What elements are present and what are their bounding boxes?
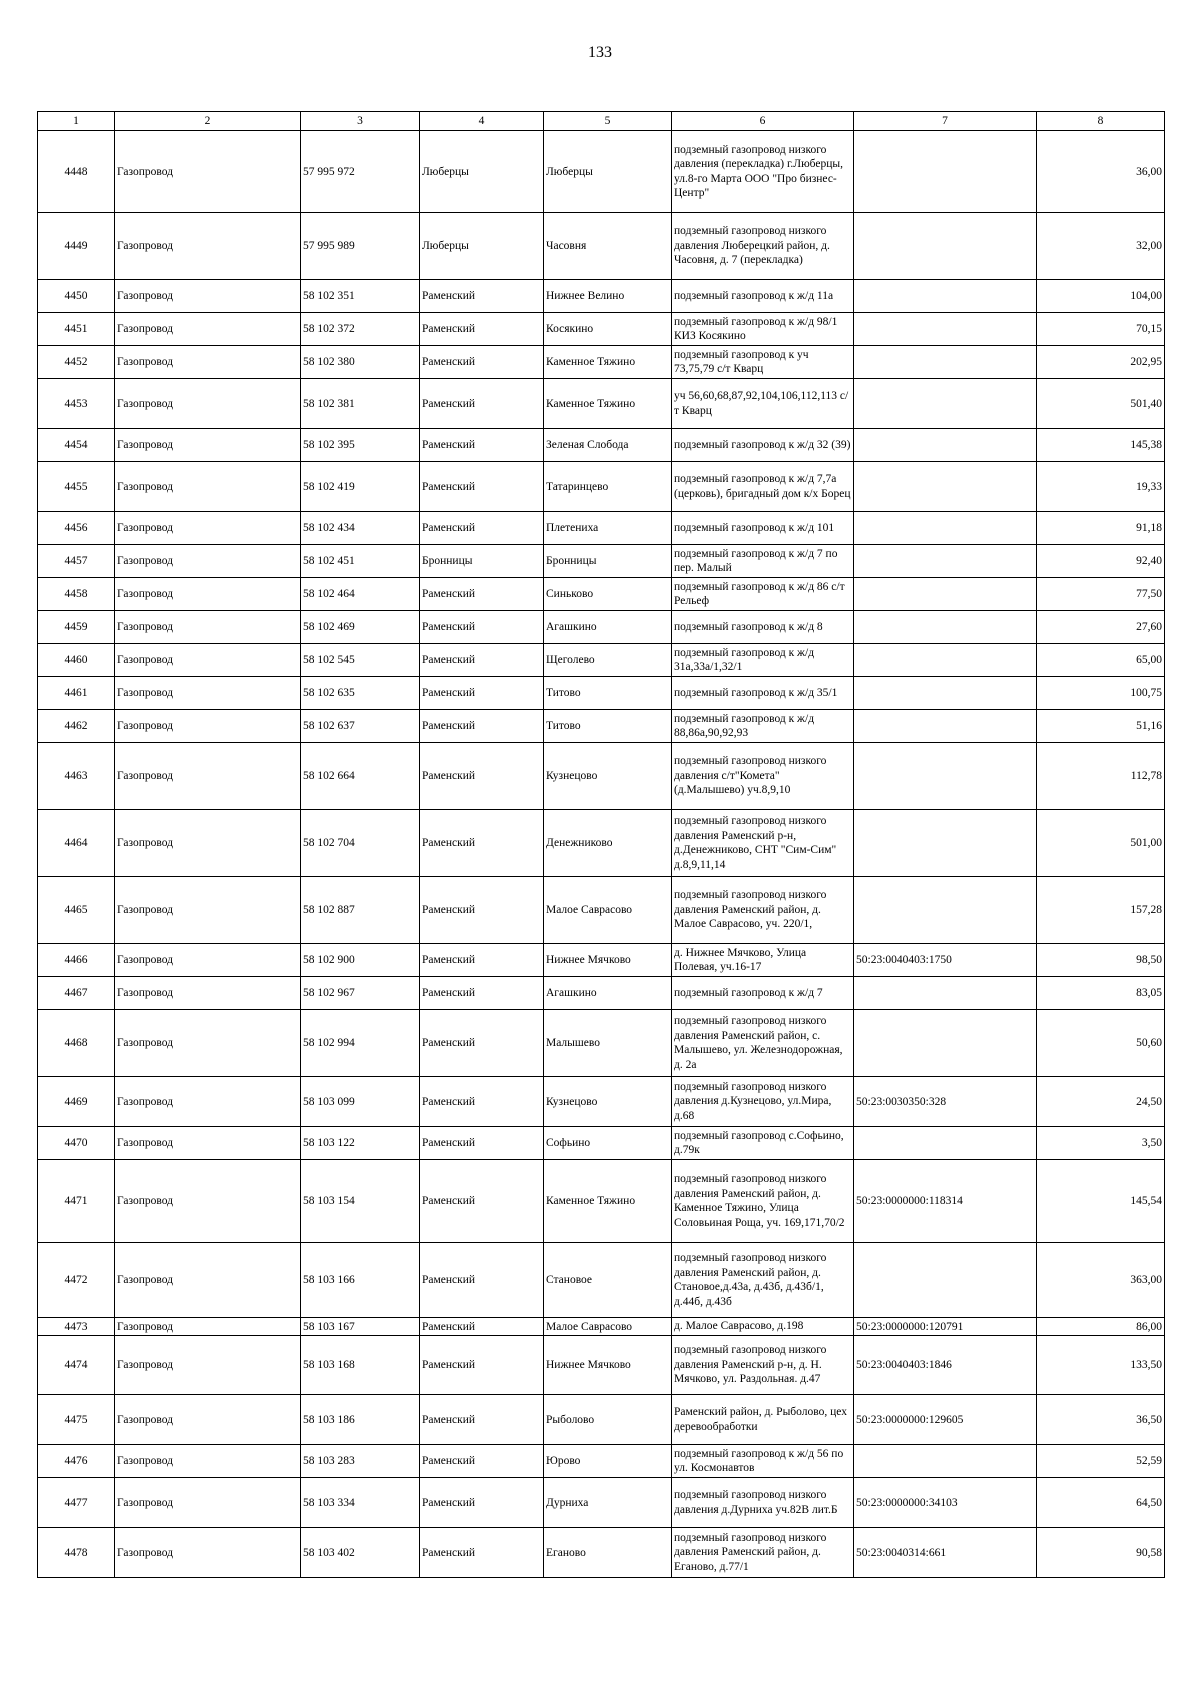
locality-cell: Агашкино <box>544 977 672 1010</box>
cadastral-number-cell <box>854 977 1037 1010</box>
cadastral-number-cell <box>854 1010 1037 1077</box>
row-number-cell: 4454 <box>38 429 115 462</box>
district-cell: Раменский <box>420 743 544 810</box>
inventory-number-cell: 58 103 283 <box>301 1445 420 1478</box>
length-cell: 32,00 <box>1037 213 1165 280</box>
length-cell: 19,33 <box>1037 462 1165 512</box>
district-cell: Раменский <box>420 1528 544 1578</box>
inventory-number-cell: 58 102 545 <box>301 644 420 677</box>
inventory-number-cell: 58 102 372 <box>301 313 420 346</box>
table-row <box>38 429 1165 462</box>
description-cell: подземный газопровод к ж/д 101 <box>672 512 854 545</box>
description-cell: подземный газопровод к ж/д 11а <box>672 280 854 313</box>
cadastral-number-cell: 50:23:0000000:120791 <box>854 1318 1037 1336</box>
district-cell: Раменский <box>420 1077 544 1127</box>
object-type-cell: Газопровод <box>115 578 301 611</box>
object-type-cell: Газопровод <box>115 877 301 944</box>
cadastral-number-cell <box>854 1445 1037 1478</box>
district-cell: Бронницы <box>420 545 544 578</box>
inventory-number-cell: 58 102 464 <box>301 578 420 611</box>
length-cell: 112,78 <box>1037 743 1165 810</box>
table-row <box>38 644 1165 677</box>
description-cell: подземный газопровод низкого давления Раменский район, д. Малое Саврасово, уч. 220/1, <box>672 877 854 944</box>
locality-cell: Зеленая Слобода <box>544 429 672 462</box>
table-row <box>38 1127 1165 1160</box>
description-cell: подземный газопровод низкого давления Раменский р-н, д.Денежниково, СНТ "Сим-Сим" д.8,9,11,14 <box>672 810 854 877</box>
row-number-cell: 4459 <box>38 611 115 644</box>
length-cell: 100,75 <box>1037 677 1165 710</box>
cadastral-number-cell <box>854 1243 1037 1318</box>
description-cell: подземный газопровод низкого давления (перекладка) г.Люберцы, ул.8-го Марта ООО "Про бизнес-Центр" <box>672 131 854 213</box>
inventory-number-cell: 58 102 887 <box>301 877 420 944</box>
locality-cell: Нижнее Мячково <box>544 944 672 977</box>
row-number-cell: 4453 <box>38 379 115 429</box>
table-body <box>38 131 1165 1578</box>
district-cell: Раменский <box>420 1478 544 1528</box>
cadastral-number-cell <box>854 462 1037 512</box>
length-cell: 98,50 <box>1037 944 1165 977</box>
description-cell: подземный газопровод с.Софьино, д.79к <box>672 1127 854 1160</box>
district-cell: Раменский <box>420 677 544 710</box>
description-cell: подземный газопровод низкого давления д.Дурниха уч.82В лит.Б <box>672 1478 854 1528</box>
length-cell: 92,40 <box>1037 545 1165 578</box>
length-cell: 27,60 <box>1037 611 1165 644</box>
table-row <box>38 1395 1165 1445</box>
locality-cell: Денежниково <box>544 810 672 877</box>
locality-cell: Косякино <box>544 313 672 346</box>
district-cell: Раменский <box>420 512 544 545</box>
row-number-cell: 4464 <box>38 810 115 877</box>
row-number-cell: 4474 <box>38 1336 115 1395</box>
locality-cell: Агашкино <box>544 611 672 644</box>
table-row <box>38 810 1165 877</box>
table-row <box>38 131 1165 213</box>
object-type-cell: Газопровод <box>115 1478 301 1528</box>
locality-cell: Каменное Тяжино <box>544 379 672 429</box>
table-row <box>38 710 1165 743</box>
object-type-cell: Газопровод <box>115 1528 301 1578</box>
inventory-number-cell: 57 995 989 <box>301 213 420 280</box>
table-row <box>38 1077 1165 1127</box>
header-col-3: 3 <box>301 112 420 131</box>
inventory-number-cell: 58 102 381 <box>301 379 420 429</box>
description-cell: д. Нижнее Мячково, Улица Полевая, уч.16-17 <box>672 944 854 977</box>
length-cell: 145,38 <box>1037 429 1165 462</box>
locality-cell: Каменное Тяжино <box>544 346 672 379</box>
inventory-number-cell: 58 102 451 <box>301 545 420 578</box>
inventory-number-cell: 58 102 967 <box>301 977 420 1010</box>
row-number-cell: 4456 <box>38 512 115 545</box>
inventory-number-cell: 58 103 334 <box>301 1478 420 1528</box>
length-cell: 157,28 <box>1037 877 1165 944</box>
cadastral-number-cell: 50:23:0040314:661 <box>854 1528 1037 1578</box>
table-row <box>38 346 1165 379</box>
table-row <box>38 743 1165 810</box>
row-number-cell: 4461 <box>38 677 115 710</box>
locality-cell: Часовня <box>544 213 672 280</box>
cadastral-number-cell: 50:23:0000000:129605 <box>854 1395 1037 1445</box>
table-row <box>38 1010 1165 1077</box>
inventory-number-cell: 58 102 704 <box>301 810 420 877</box>
locality-cell: Нижнее Велино <box>544 280 672 313</box>
inventory-number-cell: 58 103 402 <box>301 1528 420 1578</box>
locality-cell: Софьино <box>544 1127 672 1160</box>
locality-cell: Малое Саврасово <box>544 877 672 944</box>
cadastral-number-cell <box>854 280 1037 313</box>
object-type-cell: Газопровод <box>115 1243 301 1318</box>
length-cell: 145,54 <box>1037 1160 1165 1243</box>
row-number-cell: 4450 <box>38 280 115 313</box>
object-type-cell: Газопровод <box>115 644 301 677</box>
description-cell: подземный газопровод низкого давления Раменский р-н, д. Н. Мячково, ул. Раздольная. д.47 <box>672 1336 854 1395</box>
object-type-cell: Газопровод <box>115 429 301 462</box>
inventory-number-cell: 58 102 469 <box>301 611 420 644</box>
description-cell: подземный газопровод к ж/д 8 <box>672 611 854 644</box>
table-row <box>38 1528 1165 1578</box>
cadastral-number-cell <box>854 213 1037 280</box>
table-row <box>38 379 1165 429</box>
inventory-number-cell: 58 102 635 <box>301 677 420 710</box>
locality-cell: Кузнецово <box>544 1077 672 1127</box>
cadastral-number-cell <box>854 810 1037 877</box>
inventory-number-cell: 58 102 900 <box>301 944 420 977</box>
row-number-cell: 4469 <box>38 1077 115 1127</box>
table-row <box>38 1478 1165 1528</box>
locality-cell: Становое <box>544 1243 672 1318</box>
table-row <box>38 677 1165 710</box>
inventory-number-cell: 58 103 186 <box>301 1395 420 1445</box>
locality-cell: Еганово <box>544 1528 672 1578</box>
object-type-cell: Газопровод <box>115 611 301 644</box>
header-col-4: 4 <box>420 112 544 131</box>
header-col-7: 7 <box>854 112 1037 131</box>
row-number-cell: 4471 <box>38 1160 115 1243</box>
object-type-cell: Газопровод <box>115 710 301 743</box>
cadastral-number-cell <box>854 379 1037 429</box>
description-cell: подземный газопровод низкого давления Раменский район, с. Малышево, ул. Железнодорожная, д. 2а <box>672 1010 854 1077</box>
cadastral-number-cell <box>854 545 1037 578</box>
district-cell: Раменский <box>420 810 544 877</box>
object-type-cell: Газопровод <box>115 462 301 512</box>
description-cell: д. Малое Саврасово, д.198 <box>672 1318 854 1336</box>
description-cell: подземный газопровод низкого давления Раменский район, д. Становое,д.43а, д.43б, д.43б/1, д.44б, д.43б <box>672 1243 854 1318</box>
length-cell: 24,50 <box>1037 1077 1165 1127</box>
row-number-cell: 4451 <box>38 313 115 346</box>
table-row <box>38 1160 1165 1243</box>
district-cell: Раменский <box>420 1318 544 1336</box>
object-type-cell: Газопровод <box>115 944 301 977</box>
object-type-cell: Газопровод <box>115 346 301 379</box>
district-cell: Раменский <box>420 611 544 644</box>
district-cell: Раменский <box>420 1160 544 1243</box>
length-cell: 36,00 <box>1037 131 1165 213</box>
locality-cell: Дурниха <box>544 1478 672 1528</box>
cadastral-number-cell <box>854 512 1037 545</box>
locality-cell: Люберцы <box>544 131 672 213</box>
cadastral-number-cell: 50:23:0040403:1846 <box>854 1336 1037 1395</box>
header-col-6: 6 <box>672 112 854 131</box>
description-cell: подземный газопровод к ж/д 31а,33а/1,32/1 <box>672 644 854 677</box>
description-cell: подземный газопровод к ж/д 32 (39) <box>672 429 854 462</box>
length-cell: 3,50 <box>1037 1127 1165 1160</box>
cadastral-number-cell: 50:23:0000000:34103 <box>854 1478 1037 1528</box>
locality-cell: Юрово <box>544 1445 672 1478</box>
table-row <box>38 280 1165 313</box>
district-cell: Раменский <box>420 346 544 379</box>
locality-cell: Бронницы <box>544 545 672 578</box>
row-number-cell: 4455 <box>38 462 115 512</box>
locality-cell: Малое Саврасово <box>544 1318 672 1336</box>
district-cell: Раменский <box>420 1395 544 1445</box>
object-type-cell: Газопровод <box>115 512 301 545</box>
inventory-number-cell: 58 103 166 <box>301 1243 420 1318</box>
cadastral-number-cell <box>854 677 1037 710</box>
cadastral-number-cell <box>854 743 1037 810</box>
description-cell: подземный газопровод к ж/д 35/1 <box>672 677 854 710</box>
locality-cell: Щеголево <box>544 644 672 677</box>
description-cell: уч 56,60,68,87,92,104,106,112,113 с/т Кварц <box>672 379 854 429</box>
inventory-number-cell: 58 103 154 <box>301 1160 420 1243</box>
object-type-cell: Газопровод <box>115 280 301 313</box>
table-row <box>38 1243 1165 1318</box>
district-cell: Раменский <box>420 977 544 1010</box>
length-cell: 65,00 <box>1037 644 1165 677</box>
cadastral-number-cell <box>854 313 1037 346</box>
inventory-number-cell: 57 995 972 <box>301 131 420 213</box>
table-row <box>38 578 1165 611</box>
length-cell: 90,58 <box>1037 1528 1165 1578</box>
object-type-cell: Газопровод <box>115 1077 301 1127</box>
length-cell: 51,16 <box>1037 710 1165 743</box>
district-cell: Раменский <box>420 944 544 977</box>
cadastral-number-cell: 50:23:0030350:328 <box>854 1077 1037 1127</box>
object-type-cell: Газопровод <box>115 313 301 346</box>
inventory-number-cell: 58 102 434 <box>301 512 420 545</box>
district-cell: Раменский <box>420 1127 544 1160</box>
locality-cell: Синьково <box>544 578 672 611</box>
inventory-number-cell: 58 102 637 <box>301 710 420 743</box>
length-cell: 104,00 <box>1037 280 1165 313</box>
locality-cell: Малышево <box>544 1010 672 1077</box>
table-header <box>38 112 1165 131</box>
length-cell: 501,00 <box>1037 810 1165 877</box>
row-number-cell: 4468 <box>38 1010 115 1077</box>
description-cell: подземный газопровод к ж/д 7,7а (церковь), бригадный дом к/х Борец <box>672 462 854 512</box>
district-cell: Раменский <box>420 313 544 346</box>
district-cell: Люберцы <box>420 213 544 280</box>
cadastral-number-cell <box>854 611 1037 644</box>
length-cell: 91,18 <box>1037 512 1165 545</box>
locality-cell: Плетениха <box>544 512 672 545</box>
row-number-cell: 4460 <box>38 644 115 677</box>
inventory-number-cell: 58 102 395 <box>301 429 420 462</box>
description-cell: подземный газопровод низкого давления Люберецкий район, д. Часовня, д. 7 (перекладка) <box>672 213 854 280</box>
district-cell: Раменский <box>420 462 544 512</box>
inventory-number-cell: 58 103 167 <box>301 1318 420 1336</box>
length-cell: 83,05 <box>1037 977 1165 1010</box>
length-cell: 86,00 <box>1037 1318 1165 1336</box>
length-cell: 202,95 <box>1037 346 1165 379</box>
table-row <box>38 462 1165 512</box>
object-type-cell: Газопровод <box>115 1336 301 1395</box>
cadastral-number-cell <box>854 578 1037 611</box>
locality-cell: Титово <box>544 710 672 743</box>
object-type-cell: Газопровод <box>115 677 301 710</box>
header-row <box>38 112 1165 131</box>
length-cell: 52,59 <box>1037 1445 1165 1478</box>
description-cell: подземный газопровод к ж/д 7 по пер. Малый <box>672 545 854 578</box>
row-number-cell: 4467 <box>38 977 115 1010</box>
object-type-cell: Газопровод <box>115 1445 301 1478</box>
description-cell: подземный газопровод низкого давления Раменский район, д. Еганово, д.77/1 <box>672 1528 854 1578</box>
row-number-cell: 4476 <box>38 1445 115 1478</box>
row-number-cell: 4458 <box>38 578 115 611</box>
row-number-cell: 4473 <box>38 1318 115 1336</box>
inventory-number-cell: 58 102 419 <box>301 462 420 512</box>
length-cell: 64,50 <box>1037 1478 1165 1528</box>
description-cell: подземный газопровод к ж/д 98/1 КИЗ Косякино <box>672 313 854 346</box>
inventory-number-cell: 58 102 994 <box>301 1010 420 1077</box>
table-row <box>38 944 1165 977</box>
header-col-5: 5 <box>544 112 672 131</box>
cadastral-number-cell <box>854 1127 1037 1160</box>
object-type-cell: Газопровод <box>115 379 301 429</box>
row-number-cell: 4472 <box>38 1243 115 1318</box>
cadastral-number-cell <box>854 131 1037 213</box>
district-cell: Раменский <box>420 578 544 611</box>
row-number-cell: 4462 <box>38 710 115 743</box>
locality-cell: Нижнее Мячково <box>544 1336 672 1395</box>
locality-cell: Каменное Тяжино <box>544 1160 672 1243</box>
description-cell: подземный газопровод к уч 73,75,79 с/т Кварц <box>672 346 854 379</box>
inventory-number-cell: 58 102 351 <box>301 280 420 313</box>
object-type-cell: Газопровод <box>115 1010 301 1077</box>
inventory-number-cell: 58 103 122 <box>301 1127 420 1160</box>
district-cell: Раменский <box>420 1010 544 1077</box>
cadastral-number-cell <box>854 346 1037 379</box>
object-type-cell: Газопровод <box>115 810 301 877</box>
table-row <box>38 313 1165 346</box>
row-number-cell: 4465 <box>38 877 115 944</box>
object-type-cell: Газопровод <box>115 213 301 280</box>
inventory-number-cell: 58 102 380 <box>301 346 420 379</box>
object-type-cell: Газопровод <box>115 131 301 213</box>
registry-table <box>37 111 1165 1578</box>
table-row <box>38 611 1165 644</box>
inventory-number-cell: 58 103 168 <box>301 1336 420 1395</box>
table-row <box>38 213 1165 280</box>
cadastral-number-cell <box>854 710 1037 743</box>
table-row <box>38 545 1165 578</box>
row-number-cell: 4475 <box>38 1395 115 1445</box>
description-cell: подземный газопровод к ж/д 88,86а,90,92,93 <box>672 710 854 743</box>
cadastral-number-cell: 50:23:0040403:1750 <box>854 944 1037 977</box>
inventory-number-cell: 58 102 664 <box>301 743 420 810</box>
length-cell: 50,60 <box>1037 1010 1165 1077</box>
district-cell: Раменский <box>420 644 544 677</box>
row-number-cell: 4449 <box>38 213 115 280</box>
length-cell: 36,50 <box>1037 1395 1165 1445</box>
locality-cell: Кузнецово <box>544 743 672 810</box>
page-number: 133 <box>588 44 612 61</box>
description-cell: подземный газопровод низкого давления д.Кузнецово, ул.Мира, д.68 <box>672 1077 854 1127</box>
table-row <box>38 977 1165 1010</box>
object-type-cell: Газопровод <box>115 977 301 1010</box>
district-cell: Раменский <box>420 1445 544 1478</box>
row-number-cell: 4463 <box>38 743 115 810</box>
table-row <box>38 1336 1165 1395</box>
district-cell: Раменский <box>420 280 544 313</box>
object-type-cell: Газопровод <box>115 743 301 810</box>
description-cell: Раменский район, д. Рыболово, цех деревообработки <box>672 1395 854 1445</box>
description-cell: подземный газопровод к ж/д 86 с/т Рельеф <box>672 578 854 611</box>
object-type-cell: Газопровод <box>115 545 301 578</box>
row-number-cell: 4452 <box>38 346 115 379</box>
row-number-cell: 4478 <box>38 1528 115 1578</box>
header-col-2: 2 <box>115 112 301 131</box>
length-cell: 363,00 <box>1037 1243 1165 1318</box>
description-cell: подземный газопровод к ж/д 7 <box>672 977 854 1010</box>
locality-cell: Рыболово <box>544 1395 672 1445</box>
table-row <box>38 512 1165 545</box>
district-cell: Раменский <box>420 379 544 429</box>
length-cell: 501,40 <box>1037 379 1165 429</box>
locality-cell: Титово <box>544 677 672 710</box>
header-col-8: 8 <box>1037 112 1165 131</box>
length-cell: 70,15 <box>1037 313 1165 346</box>
description-cell: подземный газопровод низкого давления с/т"Комета" (д.Малышево) уч.8,9,10 <box>672 743 854 810</box>
object-type-cell: Газопровод <box>115 1318 301 1336</box>
inventory-number-cell: 58 103 099 <box>301 1077 420 1127</box>
row-number-cell: 4477 <box>38 1478 115 1528</box>
row-number-cell: 4457 <box>38 545 115 578</box>
cadastral-number-cell: 50:23:0000000:118314 <box>854 1160 1037 1243</box>
district-cell: Люберцы <box>420 131 544 213</box>
object-type-cell: Газопровод <box>115 1395 301 1445</box>
locality-cell: Татаринцево <box>544 462 672 512</box>
table-row <box>38 1445 1165 1478</box>
table-row <box>38 1318 1165 1336</box>
description-cell: подземный газопровод к ж/д 56 по ул. Космонавтов <box>672 1445 854 1478</box>
district-cell: Раменский <box>420 429 544 462</box>
district-cell: Раменский <box>420 1243 544 1318</box>
cadastral-number-cell <box>854 644 1037 677</box>
district-cell: Раменский <box>420 1336 544 1395</box>
object-type-cell: Газопровод <box>115 1160 301 1243</box>
cadastral-number-cell <box>854 429 1037 462</box>
row-number-cell: 4470 <box>38 1127 115 1160</box>
cadastral-number-cell <box>854 877 1037 944</box>
row-number-cell: 4466 <box>38 944 115 977</box>
header-col-1: 1 <box>38 112 115 131</box>
description-cell: подземный газопровод низкого давления Раменский район, д. Каменное Тяжино, Улица Соловьиная Роща, уч. 169,171,70/2 <box>672 1160 854 1243</box>
length-cell: 77,50 <box>1037 578 1165 611</box>
table-row <box>38 877 1165 944</box>
row-number-cell: 4448 <box>38 131 115 213</box>
length-cell: 133,50 <box>1037 1336 1165 1395</box>
object-type-cell: Газопровод <box>115 1127 301 1160</box>
district-cell: Раменский <box>420 710 544 743</box>
district-cell: Раменский <box>420 877 544 944</box>
